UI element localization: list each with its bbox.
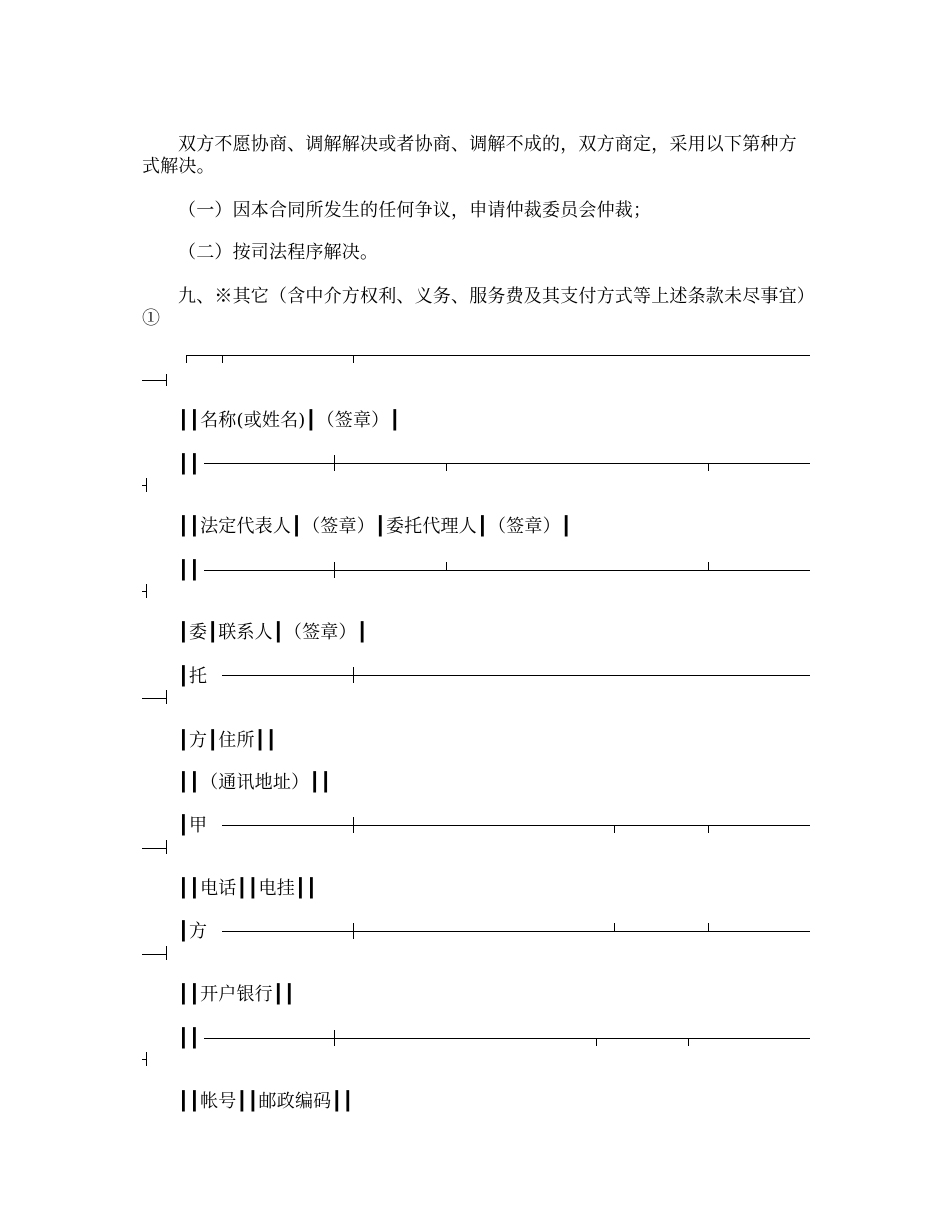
paragraph-judicial: （二）按司法程序解决。	[178, 242, 379, 263]
row-contact: ┃委┃联系人┃（签章）┃	[178, 622, 368, 643]
row-tuo: ┃托	[178, 666, 208, 687]
row-jia: ┃甲	[178, 815, 208, 836]
paragraph-dispute-resolution: 双方不愿协商、调解解决或者协商、调解不成的，双方商定，采用以下第种方式解决。	[142, 134, 797, 177]
paragraph-other-terms: 九、※其它（含中介方权利、义务、服务费及其支付方式等上述条款未尽事宜）①	[142, 286, 806, 329]
row-name: ┃┃名称(或姓名)┃（签章）┃	[178, 410, 401, 431]
row-legal-rep: ┃┃法定代表人┃（签章）┃委托代理人┃（签章）┃	[178, 516, 572, 537]
paragraph-arbitration: （一）因本合同所发生的任何争议，申请仲裁委员会仲裁；	[178, 200, 652, 221]
row-bank: ┃┃开户银行┃┃	[178, 984, 295, 1005]
row-account: ┃┃帐号┃┃邮政编码┃┃	[178, 1091, 354, 1112]
row-address: ┃方┃住所┃┃	[178, 730, 277, 751]
row-mailing-address: ┃┃（通讯地址）┃┃	[178, 772, 332, 793]
row-phone: ┃┃电话┃┃电挂┃┃	[178, 878, 318, 899]
row-fang: ┃方	[178, 921, 208, 942]
